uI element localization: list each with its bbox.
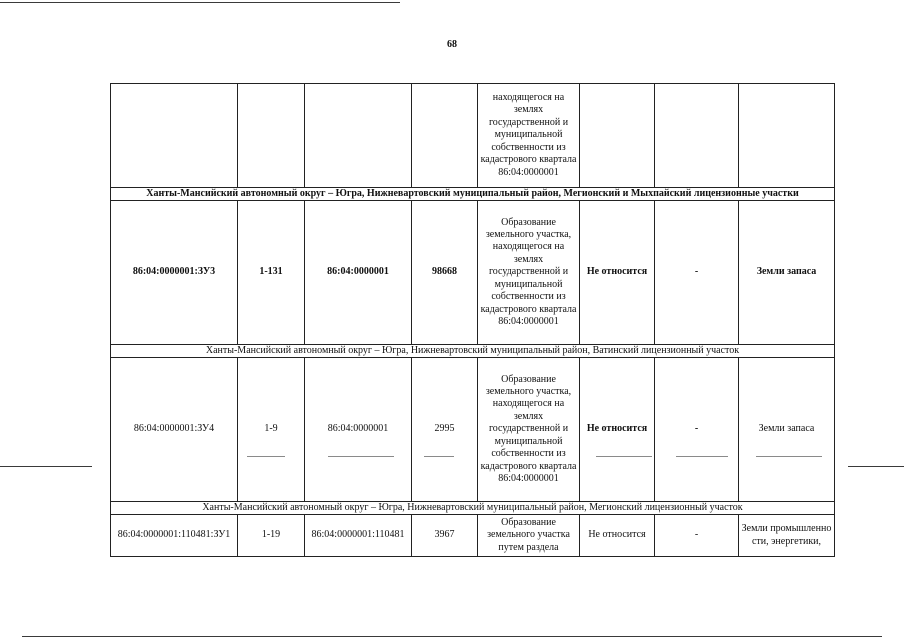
land-category-cell: Земли запаса xyxy=(739,201,835,345)
area-cell: 98668 xyxy=(412,201,478,345)
page-number: 68 xyxy=(447,39,457,50)
contour-range-cell: 1-9 xyxy=(238,358,305,502)
right-scan-mark xyxy=(848,466,904,467)
land-category-cell: Земли промышленности, энергетики, xyxy=(739,515,835,557)
scan-smudge xyxy=(676,456,728,457)
table-row xyxy=(111,358,835,502)
section-heading-row xyxy=(111,188,835,201)
scan-smudge xyxy=(328,456,394,457)
relation-cell xyxy=(580,84,655,188)
dash-cell: - xyxy=(655,358,739,502)
left-scan-mark xyxy=(0,466,92,467)
formation-method-cell: Образование земельного участка, находящегося на землях государственной и муниципальной собственности из кадастрового квартала 86:04:0000001 xyxy=(478,358,580,502)
formation-method-cell: Образование земельного участка, находящегося на землях государственной и муниципальной собственности из кадастрового квартала 86:04:0000001 xyxy=(478,201,580,345)
table-row xyxy=(111,201,835,345)
section-heading: Ханты-Мансийский автономный округ – Югра, Нижневартовский муниципальный район, Мегионский и Мыхпайский лицензионные участки xyxy=(111,188,835,201)
cadastral-number-cell: 86:04:0000001:ЗУ3 xyxy=(111,201,238,345)
scan-smudge xyxy=(247,456,285,457)
cadastral-quarter-cell: 86:04:0000001 xyxy=(305,201,412,345)
area-cell: 2995 xyxy=(412,358,478,502)
contour-range-cell xyxy=(238,84,305,188)
formation-method-cell: находящегося на землях государственной и муниципальной собственности из кадастрового квартала 86:04:0000001 xyxy=(478,84,580,188)
dash-cell: - xyxy=(655,201,739,345)
area-cell: 3967 xyxy=(412,515,478,557)
cadastral-number-cell: 86:04:0000001:ЗУ4 xyxy=(111,358,238,502)
cadastral-number-cell xyxy=(111,84,238,188)
relation-cell: Не относится xyxy=(580,515,655,557)
formation-method-cell: Образование земельного участка путем раздела xyxy=(478,515,580,557)
dash-cell: - xyxy=(655,515,739,557)
cadastral-quarter-cell: 86:04:0000001 xyxy=(305,358,412,502)
land-plot-table xyxy=(110,83,835,557)
area-cell xyxy=(412,84,478,188)
cadastral-quarter-cell xyxy=(305,84,412,188)
scan-smudge xyxy=(424,456,454,457)
contour-range-cell: 1-19 xyxy=(238,515,305,557)
relation-cell: Не относится xyxy=(580,358,655,502)
bottom-scan-edge xyxy=(22,636,882,637)
land-category-cell: Земли запаса xyxy=(739,358,835,502)
table-row xyxy=(111,84,835,188)
relation-cell: Не относится xyxy=(580,201,655,345)
cadastral-number-cell: 86:04:0000001:110481:ЗУ1 xyxy=(111,515,238,557)
dash-cell xyxy=(655,84,739,188)
contour-range-cell: 1-131 xyxy=(238,201,305,345)
section-heading-row xyxy=(111,502,835,515)
scan-smudge xyxy=(596,456,652,457)
scan-smudge xyxy=(756,456,822,457)
section-heading: Ханты-Мансийский автономный округ – Югра, Нижневартовский муниципальный район, Мегионский лицензионный участок xyxy=(111,502,835,515)
land-category-cell xyxy=(739,84,835,188)
top-scan-edge xyxy=(0,2,400,3)
table-row xyxy=(111,515,835,557)
section-heading-row xyxy=(111,345,835,358)
cadastral-quarter-cell: 86:04:0000001:110481 xyxy=(305,515,412,557)
section-heading: Ханты-Мансийский автономный округ – Югра, Нижневартовский муниципальный район, Ватинский лицензионный участок xyxy=(111,345,835,358)
